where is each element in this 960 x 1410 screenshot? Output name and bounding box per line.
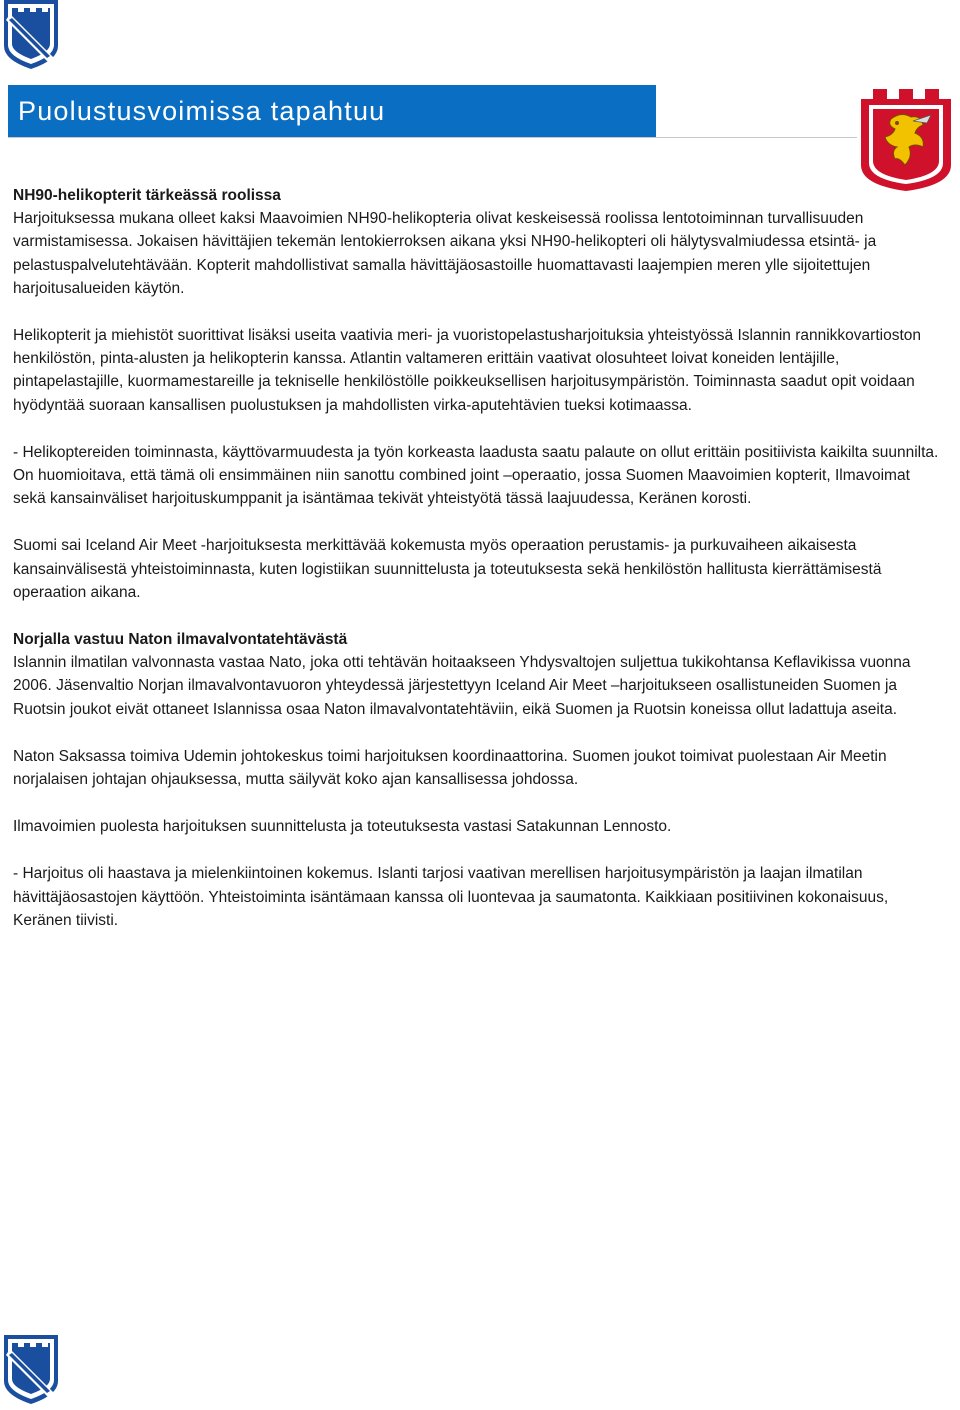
- paragraph: Helikopterit ja miehistöt suorittivat lisäksi useita vaativia meri- ja vuoristopelastusharjoituksia yhteistyössä Islannin rannikkovartioston henkilöstön, pinta-alusten ja helikopterin kanssa. Atlantin valtameren erittäin vaativat olosuhteet loivat koneiden lentäjille, pintapelastajille, kuormamestareille ja tekniselle henkilöstölle poikkeuksellisen harjoitusympäristön. Toiminnasta saadut opit voidaan hyödyntää suoraan kansallisen puolustuksen ja mahdollisten virka-aputehtävien tueksi kotimaassa.: [13, 327, 922, 414]
- banner-divider: [8, 137, 858, 138]
- army-tower-logo-icon: [2, 0, 60, 70]
- article-body: [13, 184, 945, 956]
- paragraph: - Harjoitus oli haastava ja mielenkiintoinen kokemus. Islanti tarjosi vaativan merellisen harjoitusympäristön ja laajan ilmatilan hävittäjäosastojen käyttöön. Yhteistoiminta isäntämaan kanssa oli luontevaa ja saumatonta. Kaikkiaan positiivinen kokonaisuus, Keränen tiivisti.: [13, 865, 889, 929]
- paragraph: Islannin ilmatilan valvonnasta vastaa Nato, joka otti tehtävän hoitaakseen Yhdysvaltojen suljettua tukikohtansa Keflavikissa vuonna 2006. Jäsenvaltio Norjan ilmavalvontavuoron yhteydessä järjestettyyn Iceland Air Meet –harjoitukseen osallistuneiden Suomen ja Ruotsin joukot eivät ottaneet Islannissa osaa Naton ilmavalvontatehtäviin, eikä Suomen ja Ruotsin koneissa ollut ladattuja aseita.: [13, 654, 911, 718]
- section-banner: Puolustusvoimissa tapahtuu: [8, 85, 656, 137]
- paragraph: Suomi sai Iceland Air Meet -harjoituksesta merkittävää kokemusta myös operaation perustamis- ja purkuvaiheen aikaisesta kansainvälisestä yhteistoiminnasta, kuten logistiikan suunnittelusta ja toteutuksesta sekä henkilöstön hallitusta kierrättämisestä operaation aikana.: [13, 537, 882, 601]
- section-heading-nh90: NH90-helikopterit tärkeässä roolissa: [13, 187, 281, 204]
- paragraph: Ilmavoimien puolesta harjoituksen suunnittelusta ja toteutuksesta vastasi Satakunnan Lennosto.: [13, 818, 672, 836]
- lion-coat-of-arms-icon: [857, 85, 955, 193]
- army-tower-logo-icon: [2, 1335, 60, 1405]
- paragraph: Harjoituksessa mukana olleet kaksi Maavoimien NH90-helikopteria olivat keskeisessä roolissa lentotoiminnan turvallisuuden varmistamisessa. Jokaisen hävittäjien tekemän lentokierroksen aikana yksi NH90-helikopteri oli hälytysvalmiudessa etsintä- ja pelastuspalvelutehtävään. Kopterit mahdollistivat samalla hävittäjäosastoille huomattavasti laajempien meren ylle sijoitettujen harjoitusalueiden käytön.: [13, 210, 877, 297]
- paragraph: Naton Saksassa toimiva Udemin johtokeskus toimi harjoituksen koordinaattorina. Suomen joukot toimivat puolestaan Air Meetin norjalaisen johtajan ohjauksessa, mutta säilyvät koko ajan kansallisessa johdossa.: [13, 747, 887, 789]
- section-heading-norway: Norjalla vastuu Naton ilmavalvontatehtävästä: [13, 631, 348, 649]
- paragraph: - Helikoptereiden toiminnasta, käyttövarmuudesta ja työn korkeasta laadusta saatu palaute on ollut erittäin positiivista kaikilta suunnilta. On huomioitava, että tämä oli ensimmäinen niin sanottu combined joint –operaatio, jossa Suomen Maavoimien kopterit, Ilmavoimat sekä kansainväliset harjoituskumppanit ja isäntämaa tekivät yhteistyötä tässä laajuudessa, Keränen korosti.: [13, 443, 939, 508]
